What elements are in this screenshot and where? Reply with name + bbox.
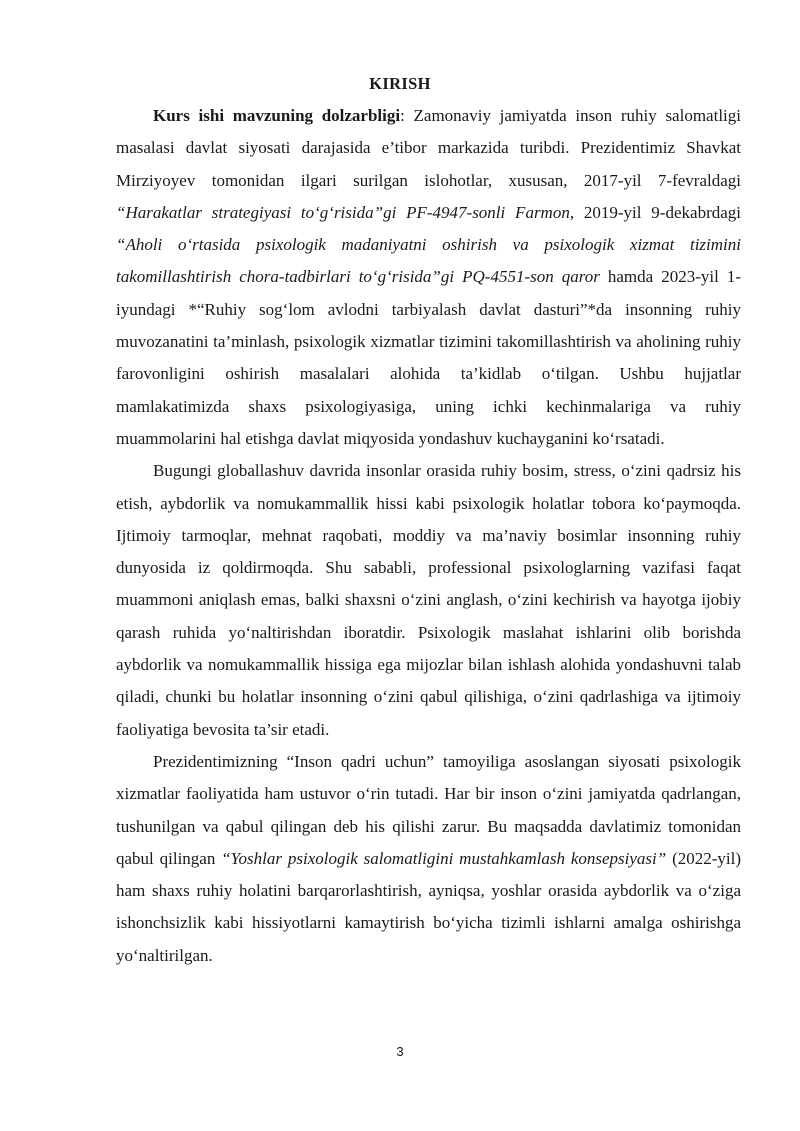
resolution-reference: “Aholi o‘rtasida psixologik madaniyatni oshirish va psixologik xizmat tizimini takomillashtirish chora-tadbirlari to‘g‘risida”gi PQ-4551-son qaror xyxy=(116,235,741,287)
paragraph-2-text: Bugungi globallashuv davrida insonlar orasida ruhiy bosim, stress, o‘zini qadrsiz his etish, aybdorlik va nomukammallik hissi kabi psixologik holatlar tobora ko‘paymoqda. Ijtimoiy tarmoqlar, mehnat raqobati, moddiy va ma’naviy bosimlar insonning ruhiy dunyosida iz qoldirmoqda. Shu sababli, professional psixologlarning vazifasi faqat muammoni aniqlash emas, balki shaxsni o‘zini anglash, o‘zini kechirish va hayotga ijobiy qarash ruhida yo‘naltirishdan iboratdir. Psixologik maslahat ishlarini olib borishda aybdorlik va nomukammallik hissiga ega mijozlar bilan ishlash alohida yondashuvni talab qiladi, chunki bu holatlar insonning o‘zini qabul qilishiga, o‘zini qadrlashiga va ijtimoiy faoliyatiga bevosita ta’sir etadi. xyxy=(116,461,741,739)
page-number: 3 xyxy=(396,1044,404,1059)
paragraph-2 xyxy=(116,455,741,746)
paragraph-3 xyxy=(116,746,741,972)
paragraph-1 xyxy=(116,100,741,455)
decree-reference: “Harakatlar strategiyasi to‘g‘risida”gi PF-4947-sonli Farmon xyxy=(116,202,570,222)
paragraph-1-text: hamda 2023-yil 1-iyundagi *“Ruhiy sog‘lom avlodni tarbiyalash davlat dasturi”*da insonning ruhiy muvozanatini ta’minlash, psixologik xizmatlar tizimini takomillashtirish va aholining ruhiy farovonligini oshirish masalalari alohida ta’kidlab o‘tilgan. Ushbu hujjatlar mamlakatimizda shaxs psixologiyasiga, uning ichki kechinmalariga va ruhiy muammolarini hal etishga davlat miqyosida yondashuv kuchayganini ko‘rsatadi. xyxy=(116,267,741,448)
paragraph-1-text: , 2019-yil 9-dekabrdagi xyxy=(569,202,741,222)
paragraph-1-heading: Kurs ishi mavzuning dolzarbligi xyxy=(153,106,401,125)
page-title: KIRISH xyxy=(369,74,431,93)
document-body xyxy=(116,100,741,972)
paragraph-3-text: Prezidentimizning “Inson qadri uchun” tamoyiliga asoslangan siyosati psixologik xizmatlar faoliyatida ham ustuvor o‘rin tutadi. Har bir inson o‘zini jamiyatda qadrlangan, tushunilgan va qabul qilingan deb his qilishi zarur. Bu maqsadda davlatimiz tomonidan qabul qilingan xyxy=(116,751,741,868)
paragraph-3-text: (2022-yil) ham shaxs ruhiy holatini barqarorlashtirish, ayniqsa, yoshlar orasida aybdorlik va o‘ziga ishonchsizlik kabi hissiyotlarni kamaytirish bo‘yicha tizimli ishlarni amalga oshirishga yo‘naltirilgan. xyxy=(116,848,742,965)
concept-reference: “Yoshlar psixologik salomatligini mustahkamlash konsepsiyasi” xyxy=(221,848,667,868)
paragraph-1-text: : Zamonaviy jamiyatda inson ruhiy salomatligi masalasi davlat siyosati darajasida e’tibor markazida turibdi. Prezidentimiz Shavkat Mirziyoyev tomonidan ilgari surilgan islohotlar, xususan, 2017-yil 7-fevraldagi xyxy=(116,106,741,190)
